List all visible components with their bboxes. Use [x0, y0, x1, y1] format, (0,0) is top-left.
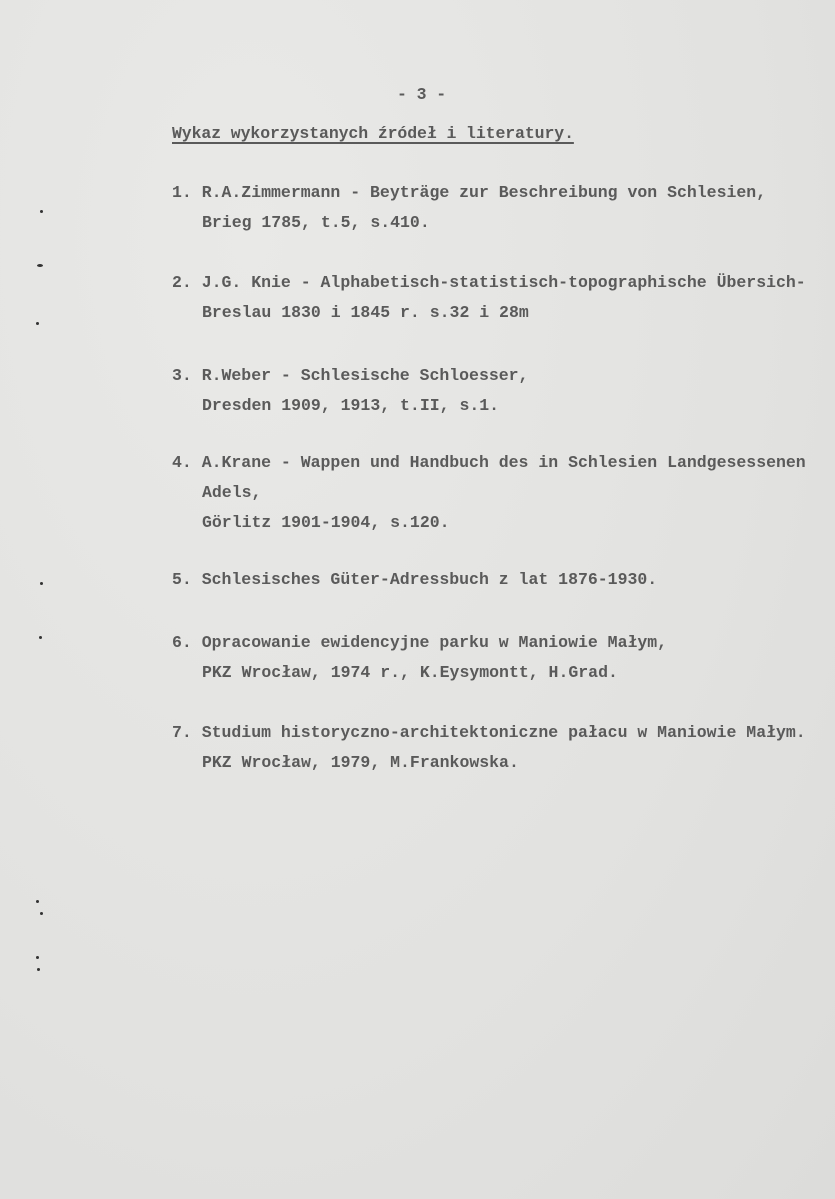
item-line: PKZ Wrocław, 1974 r., K.Eysymontt, H.Grad. — [202, 663, 618, 682]
item-line: Brieg 1785, t.5, s.410. — [202, 213, 430, 232]
item-line: 6. Opracowanie ewidencyjne parku w Maniowie Małym, — [172, 633, 668, 652]
bibliography-item — [172, 448, 806, 538]
item-line: 1. R.A.Zimmermann - Beyträge zur Beschreibung von Schlesien, — [172, 183, 767, 202]
item-line: 2. J.G. Knie - Alphabetisch-statistisch-topographische Übersich- — [172, 273, 806, 292]
bibliography-item — [172, 628, 667, 688]
scan-speck — [36, 322, 39, 325]
item-line: 5. Schlesisches Güter-Adressbuch z lat 1876-1930. — [172, 570, 658, 589]
item-line: Adels, — [202, 483, 262, 502]
item-line: 3. R.Weber - Schlesische Schloesser, — [172, 366, 529, 385]
scan-speck — [37, 968, 40, 971]
item-line: Dresden 1909, 1913, t.II, s.1. — [202, 396, 500, 415]
item-line: PKZ Wrocław, 1979, M.Frankowska. — [202, 753, 519, 772]
bibliography-item — [172, 178, 766, 238]
item-line: 4. A.Krane - Wappen und Handbuch des in Schlesien Landgesessenen — [172, 453, 806, 472]
bibliography-item — [172, 718, 806, 778]
page-number: - 3 - — [397, 85, 447, 104]
item-line: Görlitz 1901-1904, s.120. — [202, 513, 450, 532]
page-title: Wykaz wykorzystanych źródeł i literatury. — [172, 124, 574, 143]
scan-speck — [39, 636, 42, 639]
scan-speck — [36, 900, 39, 903]
scan-speck — [37, 264, 43, 267]
bibliography-item — [172, 565, 657, 595]
item-line: 7. Studium historyczno-architektoniczne pałacu w Maniowie Małym. — [172, 723, 806, 742]
scan-speck — [36, 956, 39, 959]
bibliography-item — [172, 361, 528, 421]
scan-speck — [40, 210, 43, 213]
scan-speck — [40, 582, 43, 585]
scan-speck — [40, 912, 43, 915]
bibliography-item — [172, 268, 806, 328]
item-line: Breslau 1830 i 1845 r. s.32 i 28m — [202, 303, 529, 322]
